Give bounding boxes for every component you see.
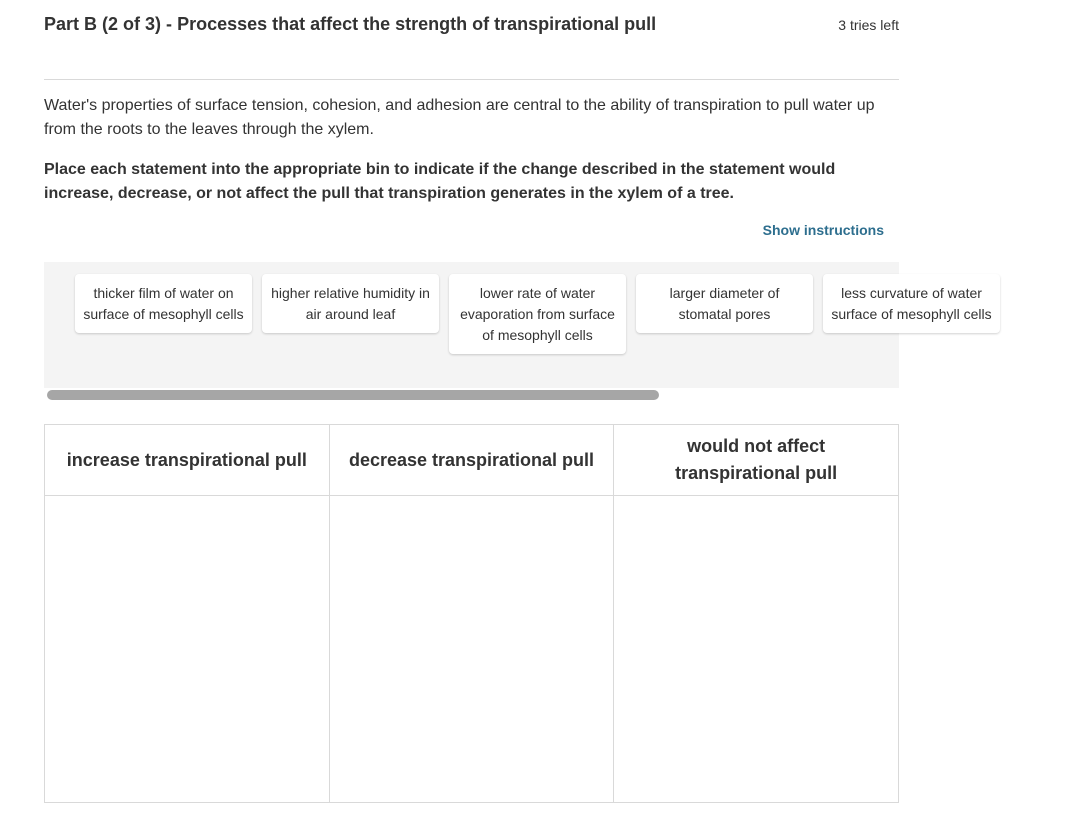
part-header: [44, 0, 899, 80]
tray-scrollbar-thumb[interactable]: [47, 390, 659, 400]
bin-increase[interactable]: [45, 425, 330, 802]
bin-decrease[interactable]: [330, 425, 615, 802]
bin-drop-zone[interactable]: [614, 496, 898, 802]
statement-card[interactable]: less curvature of water surface of mesophyll cells: [823, 274, 1000, 333]
show-instructions-link[interactable]: Show instructions: [762, 222, 884, 238]
tries-left: 3 tries left: [838, 17, 899, 33]
bin-drop-zone[interactable]: [45, 496, 329, 802]
statement-card[interactable]: thicker film of water on surface of mesophyll cells: [75, 274, 252, 333]
bin-header: decrease transpirational pull: [330, 425, 614, 496]
statement-tray[interactable]: [44, 262, 992, 403]
statement-card[interactable]: larger diameter of stomatal pores: [636, 274, 813, 333]
intro-text: Water's properties of surface tension, cohesion, and adhesion are central to the ability of transpiration to pull water up from the roots to the leaves through the xylem.: [44, 97, 875, 138]
activity-panel: [44, 0, 992, 483]
bin-drop-zone[interactable]: [330, 496, 614, 802]
part-title-text: Processes that affect the strength of transpirational pull: [177, 14, 657, 34]
bin-header: would not affect transpirational pull: [614, 425, 898, 496]
statement-card[interactable]: lower rate of water evaporation from surface of mesophyll cells: [449, 274, 626, 354]
sorting-bins: [44, 424, 899, 803]
title-separator: -: [166, 14, 173, 34]
instruction-text: Place each statement into the appropriate bin to indicate if the change described in the statement would increase, decrease, or not affect the pull that transpiration generates in the xylem of a tree.: [44, 161, 836, 202]
bin-header: increase transpirational pull: [45, 425, 329, 496]
bin-no-effect[interactable]: [614, 425, 898, 802]
part-label: Part B (2 of 3): [44, 14, 162, 34]
statement-card[interactable]: higher relative humidity in air around leaf: [262, 274, 439, 333]
part-title: [44, 14, 656, 35]
